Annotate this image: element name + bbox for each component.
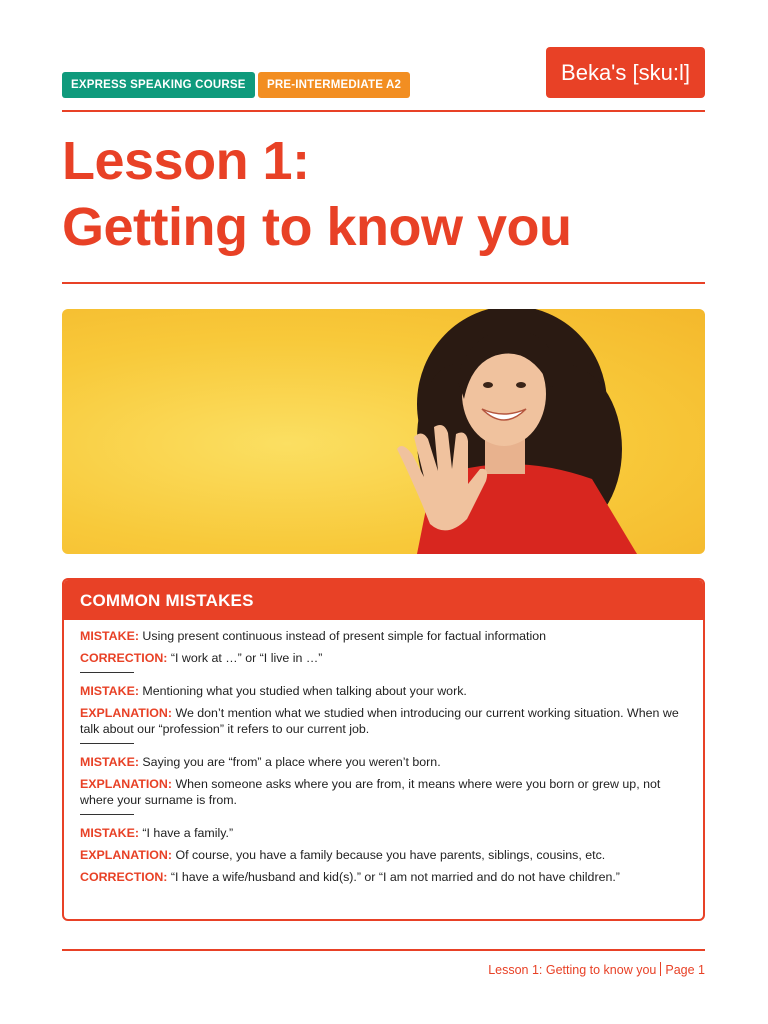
explanation-text: When someone asks where you are from, it means where were you born or grew up, not where your surname is from.: [80, 777, 661, 807]
separator: [80, 672, 134, 673]
title-line-2: Getting to know you: [62, 197, 572, 257]
hero-photo: [62, 309, 705, 554]
explanation-text: Of course, you have a family because you have parents, siblings, cousins, etc.: [175, 848, 606, 862]
separator: [80, 743, 134, 744]
mistake-label: MISTAKE:: [80, 684, 139, 698]
correction-text: “I work at …” or “I live in …”: [170, 651, 323, 665]
top-divider: [62, 110, 705, 112]
footer-lesson: Lesson 1: Getting to know you: [488, 963, 657, 977]
common-mistakes-panel: [62, 578, 705, 921]
mistake-1: [80, 628, 687, 644]
mistake-4: [80, 825, 687, 841]
course-tag: EXPRESS SPEAKING COURSE: [62, 72, 255, 98]
mistake-label: MISTAKE:: [80, 755, 139, 769]
mistake-label: MISTAKE:: [80, 826, 139, 840]
mistake-label: MISTAKE:: [80, 629, 139, 643]
explanation-2: [80, 705, 687, 737]
mistake-text: “I have a family.”: [142, 826, 234, 840]
explanation-text: We don’t mention what we studied when introducing our current working situation. When we talk about our “profession” it refers to our current job.: [80, 706, 679, 736]
correction-label: CORRECTION:: [80, 870, 168, 884]
brand-logo: Beka's [sku:l]: [546, 47, 705, 98]
explanation-3: [80, 776, 687, 808]
mistake-3: [80, 754, 687, 770]
explanation-label: EXPLANATION:: [80, 777, 173, 791]
title-line-1: Lesson 1:: [62, 131, 310, 191]
mistakes-heading: COMMON MISTAKES: [64, 580, 703, 620]
level-tag: PRE-INTERMEDIATE A2: [258, 72, 410, 98]
correction-text: “I have a wife/husband and kid(s).” or “I am not married and do not have children.”: [170, 870, 620, 884]
footer-separator: [660, 962, 661, 976]
page-number: Page 1: [665, 963, 705, 977]
mistake-2: [80, 683, 687, 699]
explanation-4: [80, 847, 687, 863]
woman-waving-illustration: [62, 309, 705, 554]
mistake-text: Using present continuous instead of present simple for factual information: [142, 629, 547, 643]
title-divider: [62, 282, 705, 284]
page-footer: [488, 962, 705, 977]
mistake-text: Mentioning what you studied when talking about your work.: [142, 684, 467, 698]
explanation-label: EXPLANATION:: [80, 848, 173, 862]
mistake-text: Saying you are “from” a place where you weren’t born.: [142, 755, 441, 769]
footer-divider: [62, 949, 705, 951]
page-title: [62, 128, 571, 260]
correction-label: CORRECTION:: [80, 651, 168, 665]
correction-4: [80, 869, 687, 885]
explanation-label: EXPLANATION:: [80, 706, 173, 720]
separator: [80, 814, 134, 815]
correction-1: [80, 650, 687, 666]
